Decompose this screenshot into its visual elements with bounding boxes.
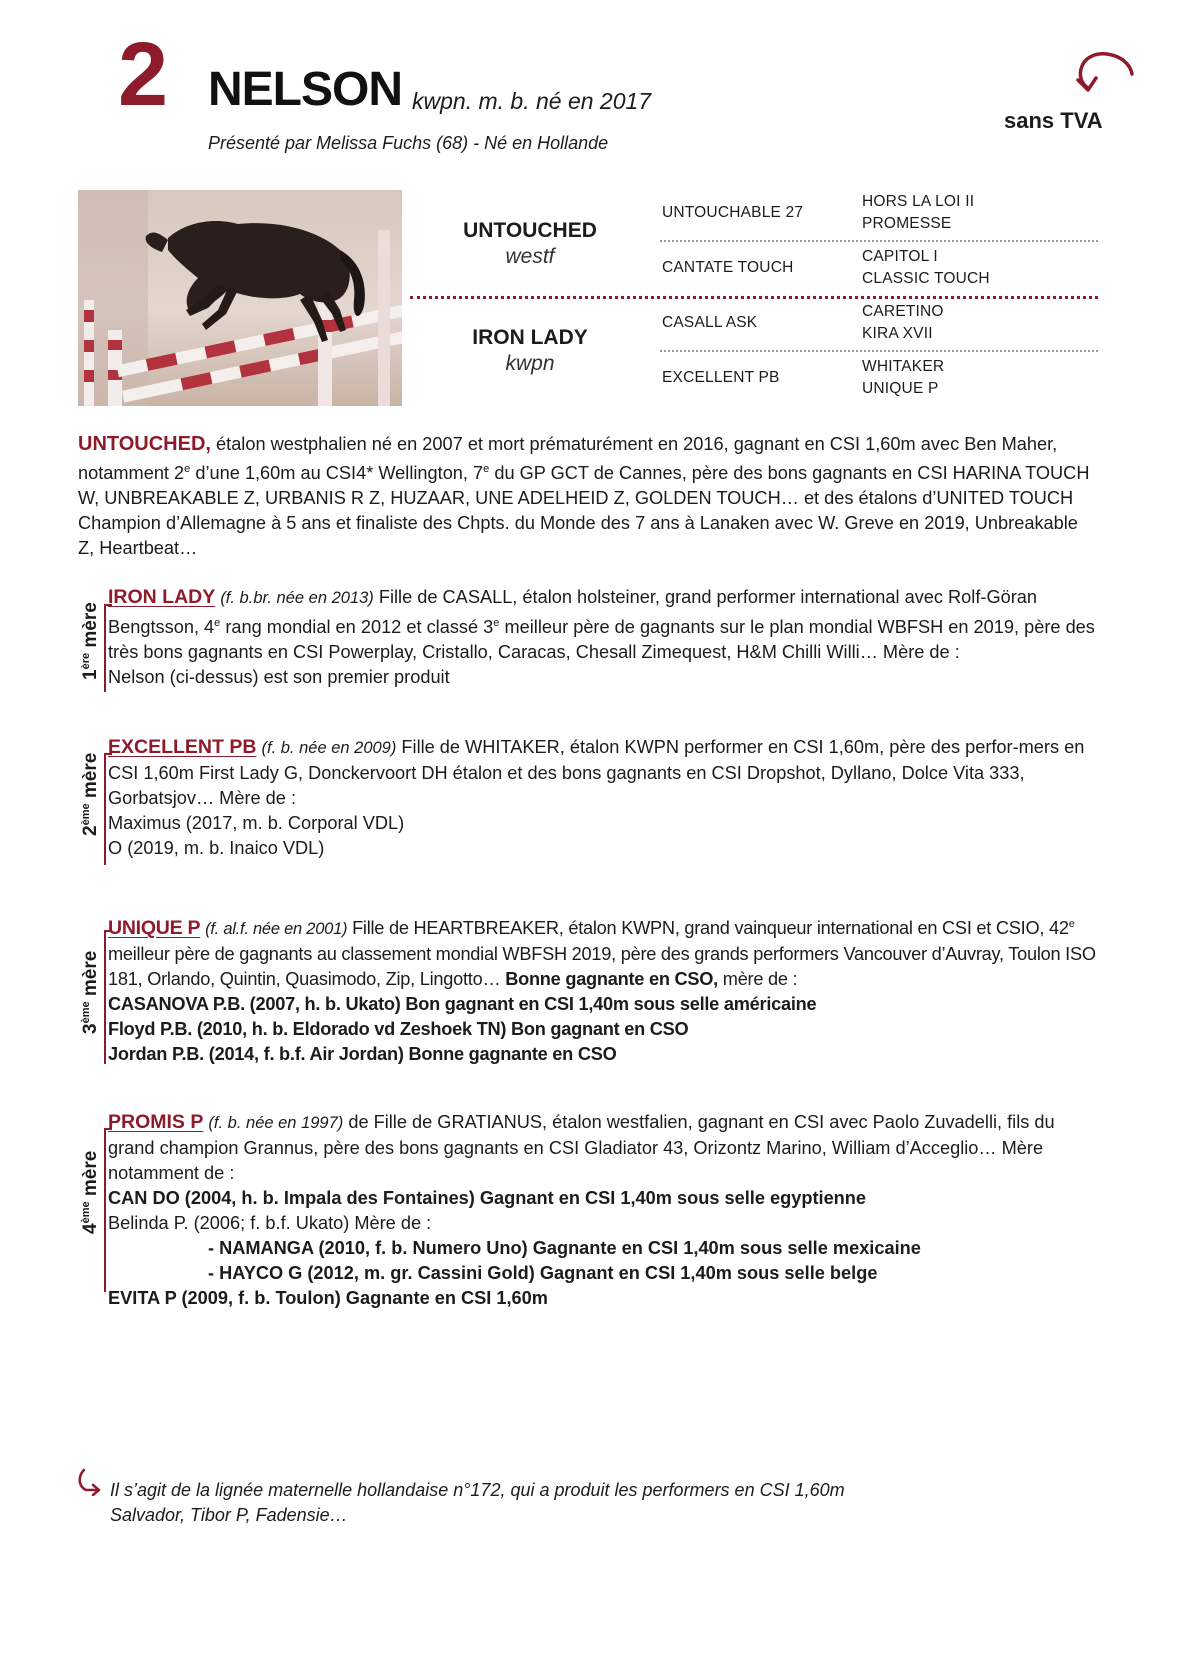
sire-name-heading: UNTOUCHED,	[78, 433, 211, 455]
pedigree-granddam-sire: CANTATE TOUCH	[662, 259, 794, 276]
dam2-name: EXCELLENT PB	[108, 736, 257, 758]
dam-section-label: 2ème mère	[80, 752, 101, 836]
presenter-line: Présenté par Melissa Fuchs (68) - Né en Hollande	[208, 133, 609, 153]
pedigree-great-grandparent: UNIQUE P	[862, 380, 939, 397]
pedigree-great-grandparent: WHITAKER	[862, 358, 945, 375]
pedigree-dam-name: IRON LADY	[472, 326, 588, 349]
pedigree-grandsire-dam: CASALL ASK	[662, 314, 758, 331]
pedigree-sire-name: UNTOUCHED	[463, 219, 597, 242]
pedigree-great-grandparent: KIRA XVII	[862, 325, 933, 342]
dam4-description: PROMIS P (f. b. née en 1997) de Fille de GRATIANUS, étalon westfalien, gagnant en CSI avec Paolo Zuvadelli, fils du grand champion Grannus, père des bons gagnants en CSI Gladiator 43, Orizontz Marino, William d’Acceglio… Mère notamment de : CAN DO (2004, h. b. Impala des Fontaines) Gagnant en CSI 1,40m sous selle egyptienne Belinda P. (2006; f. b.f. Ukato) Mère de : - NAMANGA (2010, f. b. Numero Uno) Gagnante en CSI 1,40m sous selle mexicaine - HAYCO G (2012, m. gr. Cassini Gold) Gagnant en CSI 1,40m sous selle belge EVITA P (2009, f. b. Toulon) Gagnante en CSI 1,60m	[108, 1111, 1055, 1308]
dam1-name: IRON LADY	[108, 586, 216, 608]
pedigree-divider	[660, 350, 1098, 352]
pedigree-divider	[410, 296, 1098, 299]
pedigree-great-grandparent: CLASSIC TOUCH	[862, 270, 990, 287]
horse-name: NELSON	[208, 63, 403, 116]
horse-description: kwpn. m. b. né en 2017	[412, 88, 652, 114]
pedigree-granddam-dam: EXCELLENT PB	[662, 369, 780, 386]
dam3-description: UNIQUE P (f. al.f. née en 2001) Fille de HEARTBREAKER, étalon KWPN, grand vainqueur international en CSI et CSIO, 42e meilleur père de gagnants au classement mondial WBFSH 2019, père des grands performers Vancouver d’Auvray, Toulon ISO 181, Orlando, Quintin, Quasimodo, Zip, Lingotto… Bonne gagnante en CSO, mère de : CASANOVA P.B. (2007, h. b. Ukato) Bon gagnant en CSI 1,40m sous selle américaine Floyd P.B. (2010, h. b. Eldorado vd Zeshoek TN) Bon gagnant en CSO Jordan P.B. (2014, f. b.f. Air Jordan) Bonne gagnante en CSO	[108, 917, 1096, 1064]
curved-arrow-icon	[1070, 48, 1140, 108]
pedigree-grandsire-sire: UNTOUCHABLE 27	[662, 204, 804, 221]
pedigree-great-grandparent: CAPITOL I	[862, 248, 938, 265]
curved-arrow-icon	[76, 1466, 106, 1496]
pedigree-great-grandparent: HORS LA LOI II	[862, 193, 975, 210]
vat-label: sans TVA	[1004, 108, 1103, 133]
lot-number: 2	[118, 25, 167, 125]
dam-section-label: 3ème mère	[80, 950, 101, 1034]
pedigree-divider	[660, 240, 1098, 242]
sire-description: UNTOUCHED, étalon westphalien né en 2007 et mort prématurément en 2016, gagnant en CSI 1,60m avec Ben Maher, notamment 2e d’une 1,60m au CSI4* Wellington, 7e du GP GCT de Cannes, père des bons gagnants en CSI HARINA TOUCH W, UNBREAKABLE Z, URBANIS R Z, HUZAAR, UNE ADELHEID Z, GOLDEN TOUCH… et des étalons d’UNITED TOUCH Champion d’Allemagne à 5 ans et finaliste des Chpts. du Monde des 7 ans à Lanaken avec W. Greve en 2019, Unbreakable Z, Heartbeat…	[78, 433, 1090, 558]
dam-section-label: 1ère mère	[80, 602, 101, 680]
maternal-line-note: Il s’agit de la lignée maternelle hollandaise n°172, qui a produit les performers en CSI 1,60m Salvador, Tibor P, Fadensie…	[110, 1480, 845, 1525]
dam-section-label: 4ème mère	[80, 1150, 101, 1234]
pedigree-dam-breed: kwpn	[505, 352, 555, 375]
dam2-description: EXCELLENT PB (f. b. née en 2009) Fille de WHITAKER, étalon KWPN performer en CSI 1,60m, père des perfor-mers en CSI 1,60m First Lady G, Donckervoort DH étalon et des bons gagnants en CSI Dropshot, Dyllano, Dolce Vita 333, Gorbatsjov… Mère de : Maximus (2017, m. b. Corporal VDL) O (2019, m. b. Inaico VDL)	[108, 736, 1085, 858]
dam3-name: UNIQUE P	[108, 917, 201, 939]
dam1-description: IRON LADY (f. b.br. née en 2013) Fille de CASALL, étalon holsteiner, grand performer international avec Rolf-Göran Bengtsson, 4e rang mondial en 2012 et classé 3e meilleur père de gagnants sur le plan mondial WBFSH en 2019, père des très bons gagnants en CSI Powerplay, Cristallo, Caracas, Chesall Zimequest, H&M Chilli Willi… Mère de : Nelson (ci-dessus) est son premier produit	[108, 586, 1095, 687]
pedigree-great-grandparent: PROMESSE	[862, 215, 952, 232]
pedigree-sire-breed: westf	[505, 245, 555, 268]
horse-jumping-photo	[78, 190, 402, 406]
pedigree-great-grandparent: CARETINO	[862, 303, 944, 320]
dam4-name: PROMIS P	[108, 1111, 204, 1133]
